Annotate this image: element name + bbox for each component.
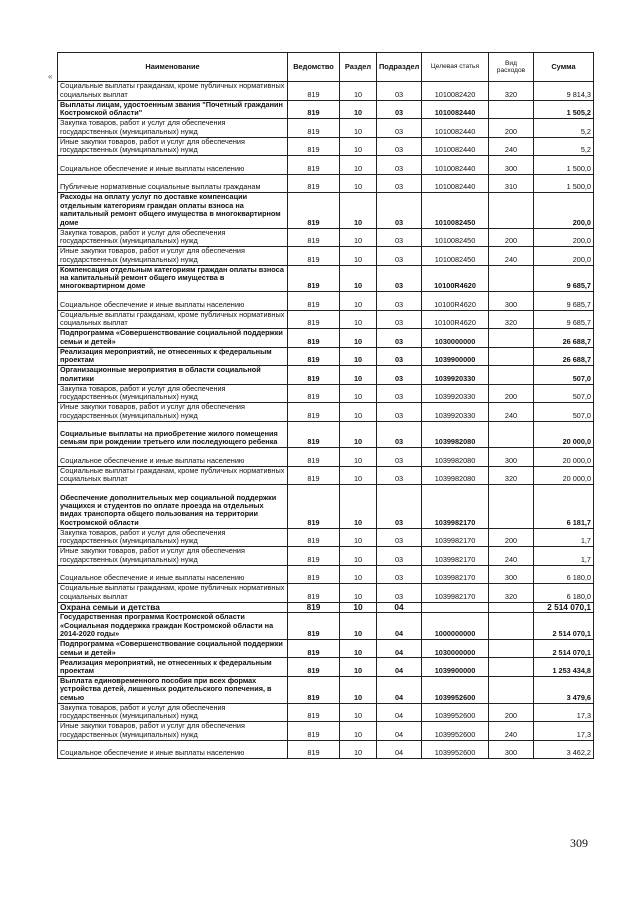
row-razdel: 10 xyxy=(340,82,377,101)
row-podrazdel: 03 xyxy=(377,310,422,329)
row-summa: 200,0 xyxy=(534,193,594,229)
row-podrazdel: 03 xyxy=(377,265,422,292)
row-summa: 507,0 xyxy=(534,384,594,403)
row-summa: 6 181,7 xyxy=(534,485,594,529)
row-name: Закупка товаров, работ и услуг для обеспечения государственных (муниципальных) нужд xyxy=(58,119,288,138)
row-vid: 320 xyxy=(489,310,534,329)
row-razdel: 10 xyxy=(340,703,377,722)
row-celevaya: 1039952600 xyxy=(422,740,489,759)
row-celevaya: 1030000000 xyxy=(422,329,489,348)
row-summa: 200,0 xyxy=(534,228,594,247)
row-vid: 320 xyxy=(489,584,534,603)
row-razdel: 10 xyxy=(340,265,377,292)
table-row xyxy=(58,347,594,366)
header-razdel: Раздел xyxy=(340,53,377,82)
row-vedomstvo: 819 xyxy=(288,174,340,193)
table-row xyxy=(58,156,594,175)
row-name: Социальное обеспечение и иные выплаты населению xyxy=(58,156,288,175)
row-celevaya: 1039952600 xyxy=(422,703,489,722)
row-vedomstvo: 819 xyxy=(288,602,340,613)
row-summa: 2 514 070,1 xyxy=(534,639,594,658)
row-razdel: 10 xyxy=(340,676,377,703)
row-vedomstvo: 819 xyxy=(288,703,340,722)
table-row xyxy=(58,193,594,229)
row-vid xyxy=(489,421,534,448)
row-vedomstvo: 819 xyxy=(288,740,340,759)
row-razdel: 10 xyxy=(340,740,377,759)
row-name: Иные закупки товаров, работ и услуг для обеспечения государственных (муниципальных) нужд xyxy=(58,547,288,566)
table-row xyxy=(58,448,594,467)
row-summa: 20 000,0 xyxy=(534,421,594,448)
row-celevaya: 1000000000 xyxy=(422,613,489,640)
row-vedomstvo: 819 xyxy=(288,466,340,485)
row-vedomstvo: 819 xyxy=(288,658,340,677)
row-summa: 9 685,7 xyxy=(534,292,594,311)
row-vedomstvo: 819 xyxy=(288,228,340,247)
row-summa: 1 500,0 xyxy=(534,156,594,175)
table-row xyxy=(58,722,594,741)
row-podrazdel: 03 xyxy=(377,584,422,603)
row-name: Социальные выплаты гражданам, кроме публичных нормативных социальных выплат xyxy=(58,466,288,485)
row-vedomstvo: 819 xyxy=(288,639,340,658)
row-name: Социальные выплаты гражданам, кроме публичных нормативных социальных выплат xyxy=(58,584,288,603)
row-celevaya: 1010082450 xyxy=(422,193,489,229)
row-celevaya: 1039982080 xyxy=(422,448,489,467)
row-vedomstvo: 819 xyxy=(288,676,340,703)
row-vid: 300 xyxy=(489,292,534,311)
table-row xyxy=(58,119,594,138)
row-vid xyxy=(489,639,534,658)
row-podrazdel: 03 xyxy=(377,137,422,156)
row-razdel: 10 xyxy=(340,602,377,613)
row-razdel: 10 xyxy=(340,156,377,175)
row-podrazdel: 04 xyxy=(377,613,422,640)
row-razdel: 10 xyxy=(340,347,377,366)
table-row xyxy=(58,366,594,385)
header-podrazdel: Подраздел xyxy=(377,53,422,82)
header-celevaya: Целевая статья xyxy=(422,53,489,82)
table-row xyxy=(58,137,594,156)
row-vedomstvo: 819 xyxy=(288,565,340,584)
row-vedomstvo: 819 xyxy=(288,403,340,422)
row-vid xyxy=(489,347,534,366)
row-vid: 320 xyxy=(489,82,534,101)
row-podrazdel: 03 xyxy=(377,384,422,403)
budget-table xyxy=(57,52,594,759)
row-summa: 20 000,0 xyxy=(534,466,594,485)
table-row xyxy=(58,310,594,329)
table-row xyxy=(58,247,594,266)
row-celevaya: 1010082440 xyxy=(422,100,489,119)
row-name: Закупка товаров, работ и услуг для обеспечения государственных (муниципальных) нужд xyxy=(58,228,288,247)
row-vedomstvo: 819 xyxy=(288,584,340,603)
row-vedomstvo: 819 xyxy=(288,613,340,640)
row-podrazdel: 03 xyxy=(377,292,422,311)
row-celevaya: 1039920330 xyxy=(422,384,489,403)
row-vedomstvo: 819 xyxy=(288,485,340,529)
row-summa: 5,2 xyxy=(534,119,594,138)
row-celevaya: 1039920330 xyxy=(422,366,489,385)
table-row xyxy=(58,658,594,677)
page-number: 309 xyxy=(570,836,588,850)
table-row xyxy=(58,265,594,292)
row-summa: 9 685,7 xyxy=(534,310,594,329)
row-vedomstvo: 819 xyxy=(288,528,340,547)
row-name: Социальные выплаты гражданам, кроме публичных нормативных социальных выплат xyxy=(58,82,288,101)
row-razdel: 10 xyxy=(340,448,377,467)
row-name: Социальное обеспечение и иные выплаты населению xyxy=(58,448,288,467)
row-podrazdel: 03 xyxy=(377,193,422,229)
table-row xyxy=(58,639,594,658)
row-vid: 300 xyxy=(489,740,534,759)
row-name: Закупка товаров, работ и услуг для обеспечения государственных (муниципальных) нужд xyxy=(58,528,288,547)
row-podrazdel: 03 xyxy=(377,82,422,101)
row-vid: 240 xyxy=(489,722,534,741)
table-row xyxy=(58,403,594,422)
row-vedomstvo: 819 xyxy=(288,547,340,566)
row-vedomstvo: 819 xyxy=(288,722,340,741)
row-vid: 240 xyxy=(489,403,534,422)
row-summa: 26 688,7 xyxy=(534,347,594,366)
row-name: Расходы на оплату услуг по доставке компенсации отдельным категориям граждан оплаты взноса на капитальный ремонт общего имущества в многоквартирном доме xyxy=(58,193,288,229)
row-podrazdel: 03 xyxy=(377,347,422,366)
table-row xyxy=(58,676,594,703)
row-podrazdel: 03 xyxy=(377,228,422,247)
row-podrazdel: 03 xyxy=(377,421,422,448)
row-vid xyxy=(489,658,534,677)
row-podrazdel: 03 xyxy=(377,448,422,467)
row-razdel: 10 xyxy=(340,403,377,422)
row-razdel: 10 xyxy=(340,137,377,156)
row-summa: 17,3 xyxy=(534,722,594,741)
row-podrazdel: 04 xyxy=(377,639,422,658)
table-row xyxy=(58,329,594,348)
row-celevaya: 1039982170 xyxy=(422,584,489,603)
row-podrazdel: 03 xyxy=(377,485,422,529)
row-razdel: 10 xyxy=(340,547,377,566)
row-summa: 2 514 070,1 xyxy=(534,613,594,640)
row-podrazdel: 03 xyxy=(377,403,422,422)
row-summa: 9 814,3 xyxy=(534,82,594,101)
row-name: Организационные мероприятия в области социальной политики xyxy=(58,366,288,385)
row-vedomstvo: 819 xyxy=(288,329,340,348)
row-celevaya: 1039982170 xyxy=(422,565,489,584)
row-summa: 1 505,2 xyxy=(534,100,594,119)
row-name: Государственная программа Костромской области «Социальная поддержка граждан Костромской области на 2014-2020 годы» xyxy=(58,613,288,640)
row-razdel: 10 xyxy=(340,421,377,448)
row-vid xyxy=(489,485,534,529)
table-row xyxy=(58,584,594,603)
row-celevaya: 1039900000 xyxy=(422,658,489,677)
table-row xyxy=(58,174,594,193)
row-celevaya: 1030000000 xyxy=(422,639,489,658)
row-celevaya: 1010082440 xyxy=(422,156,489,175)
row-summa: 3 462,2 xyxy=(534,740,594,759)
row-razdel: 10 xyxy=(340,584,377,603)
row-vedomstvo: 819 xyxy=(288,100,340,119)
row-razdel: 10 xyxy=(340,466,377,485)
row-vedomstvo: 819 xyxy=(288,265,340,292)
row-vid: 300 xyxy=(489,448,534,467)
row-vid: 200 xyxy=(489,119,534,138)
row-vedomstvo: 819 xyxy=(288,156,340,175)
row-summa: 9 685,7 xyxy=(534,265,594,292)
row-summa: 6 180,0 xyxy=(534,565,594,584)
row-name: Социальное обеспечение и иные выплаты населению xyxy=(58,292,288,311)
table-row xyxy=(58,703,594,722)
row-vid: 200 xyxy=(489,228,534,247)
row-vedomstvo: 819 xyxy=(288,347,340,366)
row-podrazdel: 03 xyxy=(377,466,422,485)
row-vedomstvo: 819 xyxy=(288,247,340,266)
row-vedomstvo: 819 xyxy=(288,384,340,403)
row-celevaya: 10100R4620 xyxy=(422,310,489,329)
row-razdel: 10 xyxy=(340,228,377,247)
row-celevaya: 1039982170 xyxy=(422,547,489,566)
row-name: Социальное обеспечение и иные выплаты населению xyxy=(58,565,288,584)
table-row xyxy=(58,565,594,584)
row-summa: 507,0 xyxy=(534,403,594,422)
row-podrazdel: 03 xyxy=(377,247,422,266)
row-vedomstvo: 819 xyxy=(288,137,340,156)
row-vid: 240 xyxy=(489,137,534,156)
table-row xyxy=(58,485,594,529)
row-vid: 200 xyxy=(489,384,534,403)
row-celevaya: 1039982170 xyxy=(422,485,489,529)
table-row xyxy=(58,528,594,547)
table-row xyxy=(58,292,594,311)
row-podrazdel: 03 xyxy=(377,565,422,584)
row-summa: 20 000,0 xyxy=(534,448,594,467)
row-razdel: 10 xyxy=(340,658,377,677)
row-name: Закупка товаров, работ и услуг для обеспечения государственных (муниципальных) нужд xyxy=(58,703,288,722)
row-summa: 1 500,0 xyxy=(534,174,594,193)
row-summa: 26 688,7 xyxy=(534,329,594,348)
row-name: Выплаты лицам, удостоенным звания "Почетный гражданин Костромской области" xyxy=(58,100,288,119)
row-razdel: 10 xyxy=(340,310,377,329)
row-podrazdel: 03 xyxy=(377,156,422,175)
row-name: Иные закупки товаров, работ и услуг для обеспечения государственных (муниципальных) нужд xyxy=(58,403,288,422)
row-name: Иные закупки товаров, работ и услуг для обеспечения государственных (муниципальных) нужд xyxy=(58,137,288,156)
row-name: Охрана семьи и детства xyxy=(58,602,288,613)
row-name: Реализация мероприятий, не отнесенных к федеральным проектам xyxy=(58,658,288,677)
row-vedomstvo: 819 xyxy=(288,310,340,329)
row-razdel: 10 xyxy=(340,329,377,348)
row-name: Обеспечение дополнительных мер социальной поддержки учащихся и студентов по оплате проезда на отдельных видах транспорта общего пользования на территории Костромской области xyxy=(58,485,288,529)
row-summa: 200,0 xyxy=(534,247,594,266)
header-vid: Вид расходов xyxy=(489,53,534,82)
row-name: Социальное обеспечение и иные выплаты населению xyxy=(58,740,288,759)
row-podrazdel: 03 xyxy=(377,100,422,119)
table-row xyxy=(58,466,594,485)
row-razdel: 10 xyxy=(340,384,377,403)
row-celevaya: 1010082440 xyxy=(422,174,489,193)
table-row xyxy=(58,547,594,566)
row-podrazdel: 04 xyxy=(377,602,422,613)
row-celevaya: 1039900000 xyxy=(422,347,489,366)
table-header-row xyxy=(58,53,594,82)
table-row xyxy=(58,384,594,403)
row-summa: 17,3 xyxy=(534,703,594,722)
row-razdel: 10 xyxy=(340,174,377,193)
row-vid xyxy=(489,602,534,613)
row-podrazdel: 03 xyxy=(377,329,422,348)
row-razdel: 10 xyxy=(340,565,377,584)
row-celevaya: 1039952600 xyxy=(422,676,489,703)
row-razdel: 10 xyxy=(340,722,377,741)
row-razdel: 10 xyxy=(340,193,377,229)
row-celevaya: 10100R4620 xyxy=(422,265,489,292)
row-razdel: 10 xyxy=(340,366,377,385)
row-podrazdel: 04 xyxy=(377,658,422,677)
row-podrazdel: 04 xyxy=(377,740,422,759)
row-summa: 1,7 xyxy=(534,547,594,566)
row-vedomstvo: 819 xyxy=(288,193,340,229)
header-summa: Сумма xyxy=(534,53,594,82)
row-celevaya: 1010082450 xyxy=(422,247,489,266)
row-summa: 6 180,0 xyxy=(534,584,594,603)
row-summa: 1 253 434,8 xyxy=(534,658,594,677)
row-vid: 200 xyxy=(489,703,534,722)
row-podrazdel: 04 xyxy=(377,676,422,703)
row-celevaya: 1039952600 xyxy=(422,722,489,741)
row-celevaya: 1039982080 xyxy=(422,421,489,448)
row-celevaya: 10100R4620 xyxy=(422,292,489,311)
table-row xyxy=(58,421,594,448)
row-vid: 320 xyxy=(489,466,534,485)
row-podrazdel: 03 xyxy=(377,366,422,385)
row-razdel: 10 xyxy=(340,100,377,119)
row-vid: 240 xyxy=(489,247,534,266)
row-vedomstvo: 819 xyxy=(288,82,340,101)
row-celevaya: 1039982080 xyxy=(422,466,489,485)
row-name: Выплата единовременного пособия при всех формах устройства детей, лишенных родительского попечения, в семью xyxy=(58,676,288,703)
row-vedomstvo: 819 xyxy=(288,421,340,448)
row-name: Социальные выплаты гражданам, кроме публичных нормативных социальных выплат xyxy=(58,310,288,329)
row-celevaya: 1010082440 xyxy=(422,137,489,156)
row-razdel: 10 xyxy=(340,528,377,547)
row-name: Реализация мероприятий, не отнесенных к федеральным проектам xyxy=(58,347,288,366)
table-row xyxy=(58,82,594,101)
row-razdel: 10 xyxy=(340,613,377,640)
row-vid: 240 xyxy=(489,547,534,566)
row-vid: 310 xyxy=(489,174,534,193)
row-vedomstvo: 819 xyxy=(288,119,340,138)
row-podrazdel: 03 xyxy=(377,119,422,138)
row-razdel: 10 xyxy=(340,485,377,529)
table-row xyxy=(58,228,594,247)
row-name: Социальные выплаты на приобретение жилого помещения семьям при рождении третьего или последующего ребенка xyxy=(58,421,288,448)
row-vid xyxy=(489,265,534,292)
row-podrazdel: 04 xyxy=(377,722,422,741)
header-vedomstvo: Ведомство xyxy=(288,53,340,82)
table-row xyxy=(58,613,594,640)
table-row xyxy=(58,740,594,759)
row-celevaya xyxy=(422,602,489,613)
row-celevaya: 1039982170 xyxy=(422,528,489,547)
row-podrazdel: 04 xyxy=(377,703,422,722)
row-razdel: 10 xyxy=(340,119,377,138)
row-vid xyxy=(489,329,534,348)
row-podrazdel: 03 xyxy=(377,528,422,547)
row-vedomstvo: 819 xyxy=(288,448,340,467)
row-name: Подпрограмма «Совершенствование социальной поддержки семьи и детей» xyxy=(58,639,288,658)
row-razdel: 10 xyxy=(340,292,377,311)
row-razdel: 10 xyxy=(340,247,377,266)
row-name: Иные закупки товаров, работ и услуг для обеспечения государственных (муниципальных) нужд xyxy=(58,247,288,266)
row-vid: 300 xyxy=(489,565,534,584)
row-vid xyxy=(489,676,534,703)
row-vedomstvo: 819 xyxy=(288,292,340,311)
table-row xyxy=(58,100,594,119)
table-section-row xyxy=(58,602,594,613)
row-summa: 1,7 xyxy=(534,528,594,547)
row-summa: 2 514 070,1 xyxy=(534,602,594,613)
row-celevaya: 1010082420 xyxy=(422,82,489,101)
row-razdel: 10 xyxy=(340,639,377,658)
header-name: Наименование xyxy=(58,53,288,82)
row-name: Подпрограмма «Совершенствование социальной поддержки семьи и детей» xyxy=(58,329,288,348)
row-vid: 200 xyxy=(489,528,534,547)
row-name: Публичные нормативные социальные выплаты гражданам xyxy=(58,174,288,193)
row-vedomstvo: 819 xyxy=(288,366,340,385)
margin-mark: « xyxy=(48,72,53,81)
row-celevaya: 1010082450 xyxy=(422,228,489,247)
row-summa: 3 479,6 xyxy=(534,676,594,703)
row-podrazdel: 03 xyxy=(377,547,422,566)
row-vid xyxy=(489,613,534,640)
row-summa: 507,0 xyxy=(534,366,594,385)
row-name: Иные закупки товаров, работ и услуг для обеспечения государственных (муниципальных) нужд xyxy=(58,722,288,741)
row-podrazdel: 03 xyxy=(377,174,422,193)
row-summa: 5,2 xyxy=(534,137,594,156)
row-vid: 300 xyxy=(489,156,534,175)
row-celevaya: 1039920330 xyxy=(422,403,489,422)
row-vid xyxy=(489,193,534,229)
row-celevaya: 1010082440 xyxy=(422,119,489,138)
row-name: Закупка товаров, работ и услуг для обеспечения государственных (муниципальных) нужд xyxy=(58,384,288,403)
row-vid xyxy=(489,366,534,385)
row-name: Компенсация отдельным категориям граждан оплаты взноса на капитальный ремонт общего имущества в многоквартирном доме xyxy=(58,265,288,292)
row-vid xyxy=(489,100,534,119)
